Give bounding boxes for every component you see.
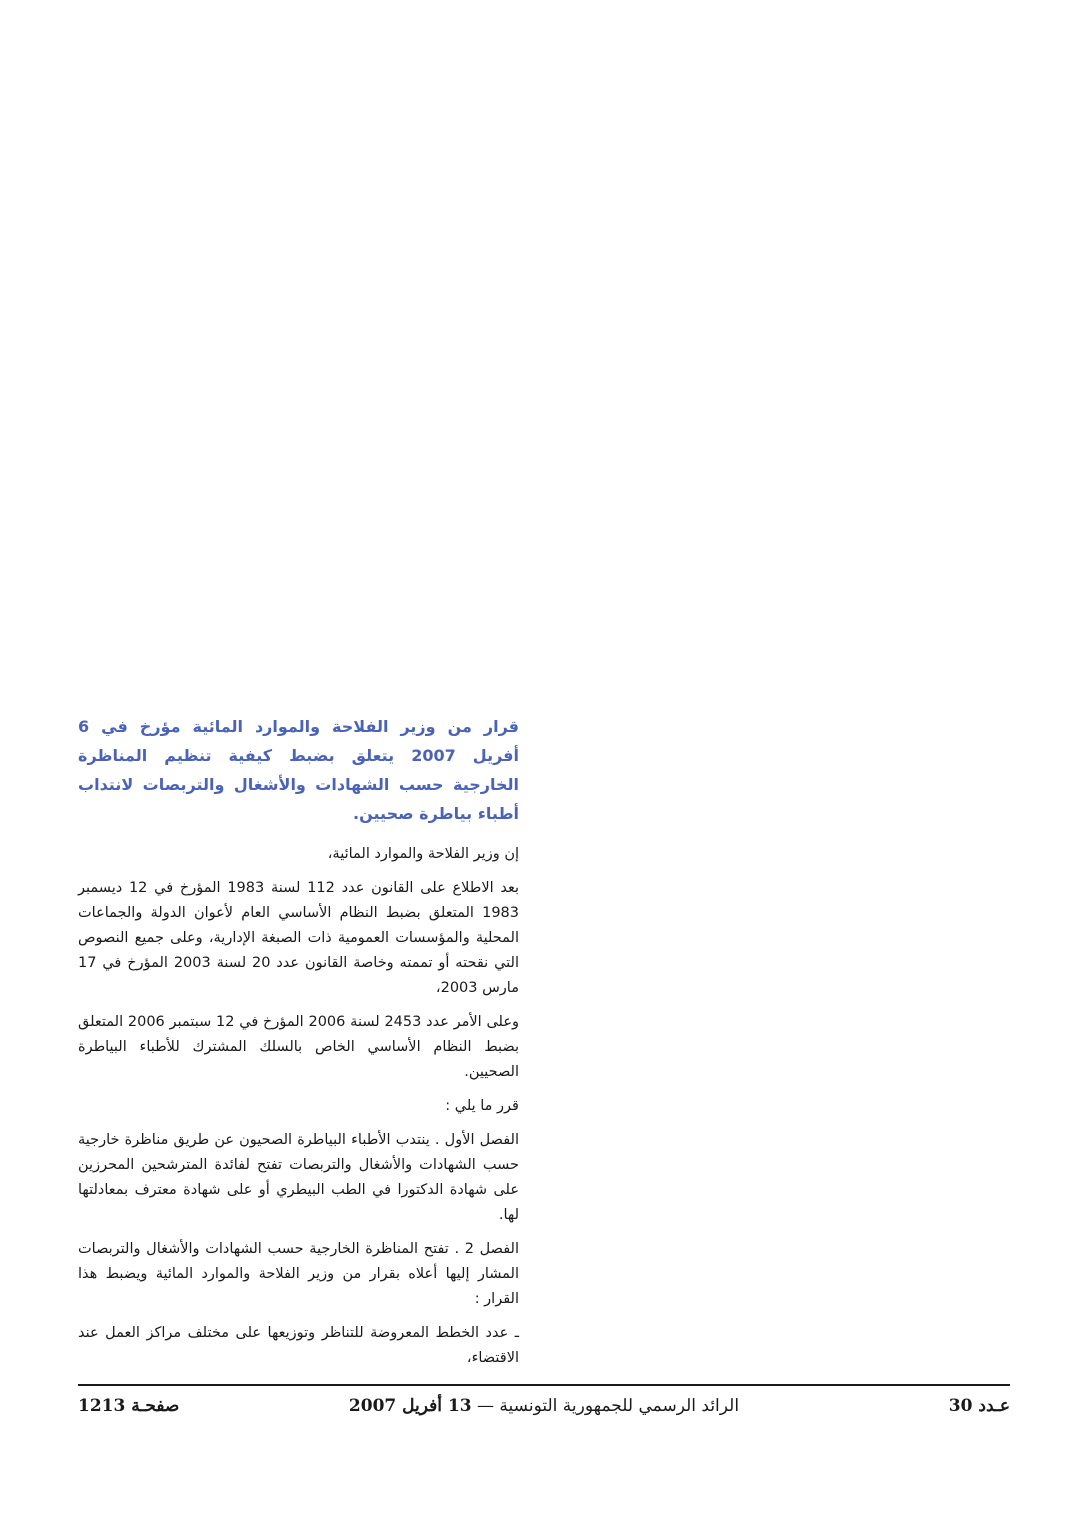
decree-article bbox=[78, 712, 519, 1380]
preamble-decree-2006: وعلى الأمر عدد 2453 لسنة 2006 المؤرخ في 12 سبتمبر 2006 المتعلق بضبط النظام الأساسي الخاص بالسلك المشترك للأطباء البياطرة الصحيين. bbox=[78, 1014, 520, 1080]
page-footer bbox=[78, 1393, 1010, 1419]
article-1: الفصل الأول . ينتدب الأطباء البياطرة الصحيون عن طريق مناظرة خارجية حسب الشهادات والأشغال والتربصات تفتح لفائدة المترشحين المحرزين على شهادة الدكتورا في الطب البيطري أو على شهادة معترف بمعادلتها لها. bbox=[78, 1132, 519, 1223]
preamble-law-1983: بعد الاطلاع على القانون عدد 112 لسنة 1983 المؤرخ في 12 ديسمبر 1983 المتعلق بضبط النظام الأساسي العام لأعوان الدولة والجماعات المحلية والمؤسسات العمومية ذات الصبغة الإدارية، وعلى جميع النصوص التي نقحته أو تممته وخاصة القانون عدد 20 لسنة 2003 المؤرخ في 17 مارس 2003، bbox=[78, 880, 519, 996]
decree-title: قرار من وزير الفلاحة والموارد المائية مؤرخ في 6 أفريل 2007 يتعلق بضبط كيفية تنظيم المناظرة الخارجية حسب الشهادات والأشغال والتربصات لانتداب أطباء بياطرة صحيين. bbox=[78, 717, 519, 823]
issue-date: 13 أفريل 2007 bbox=[348, 1396, 472, 1416]
journal-name: الرائد الرسمي للجمهورية التونسية bbox=[499, 1396, 740, 1416]
journal-masthead bbox=[78, 1393, 1010, 1419]
preamble-minister: إن وزير الفلاحة والموارد المائية، bbox=[327, 846, 519, 862]
footer-divider bbox=[78, 1384, 1010, 1386]
footer-separator: — bbox=[471, 1396, 500, 1416]
decision-intro: قرر ما يلي : bbox=[445, 1098, 519, 1114]
issue-number: عـدد 30 bbox=[948, 1396, 1010, 1416]
article-2: الفصل 2 . تفتح المناظرة الخارجية حسب الشهادات والأشغال والتربصات المشار إليها أعلاه بقرار من وزير الفلاحة والموارد المائية ويضبط هذا القرار : bbox=[78, 1241, 519, 1307]
page-number: صفحـة 1213 bbox=[78, 1396, 180, 1416]
article-2-item-1: ـ عدد الخطط المعروضة للتناظر وتوزيعها على مختلف مراكز العمل عند الاقتضاء، bbox=[78, 1325, 519, 1366]
